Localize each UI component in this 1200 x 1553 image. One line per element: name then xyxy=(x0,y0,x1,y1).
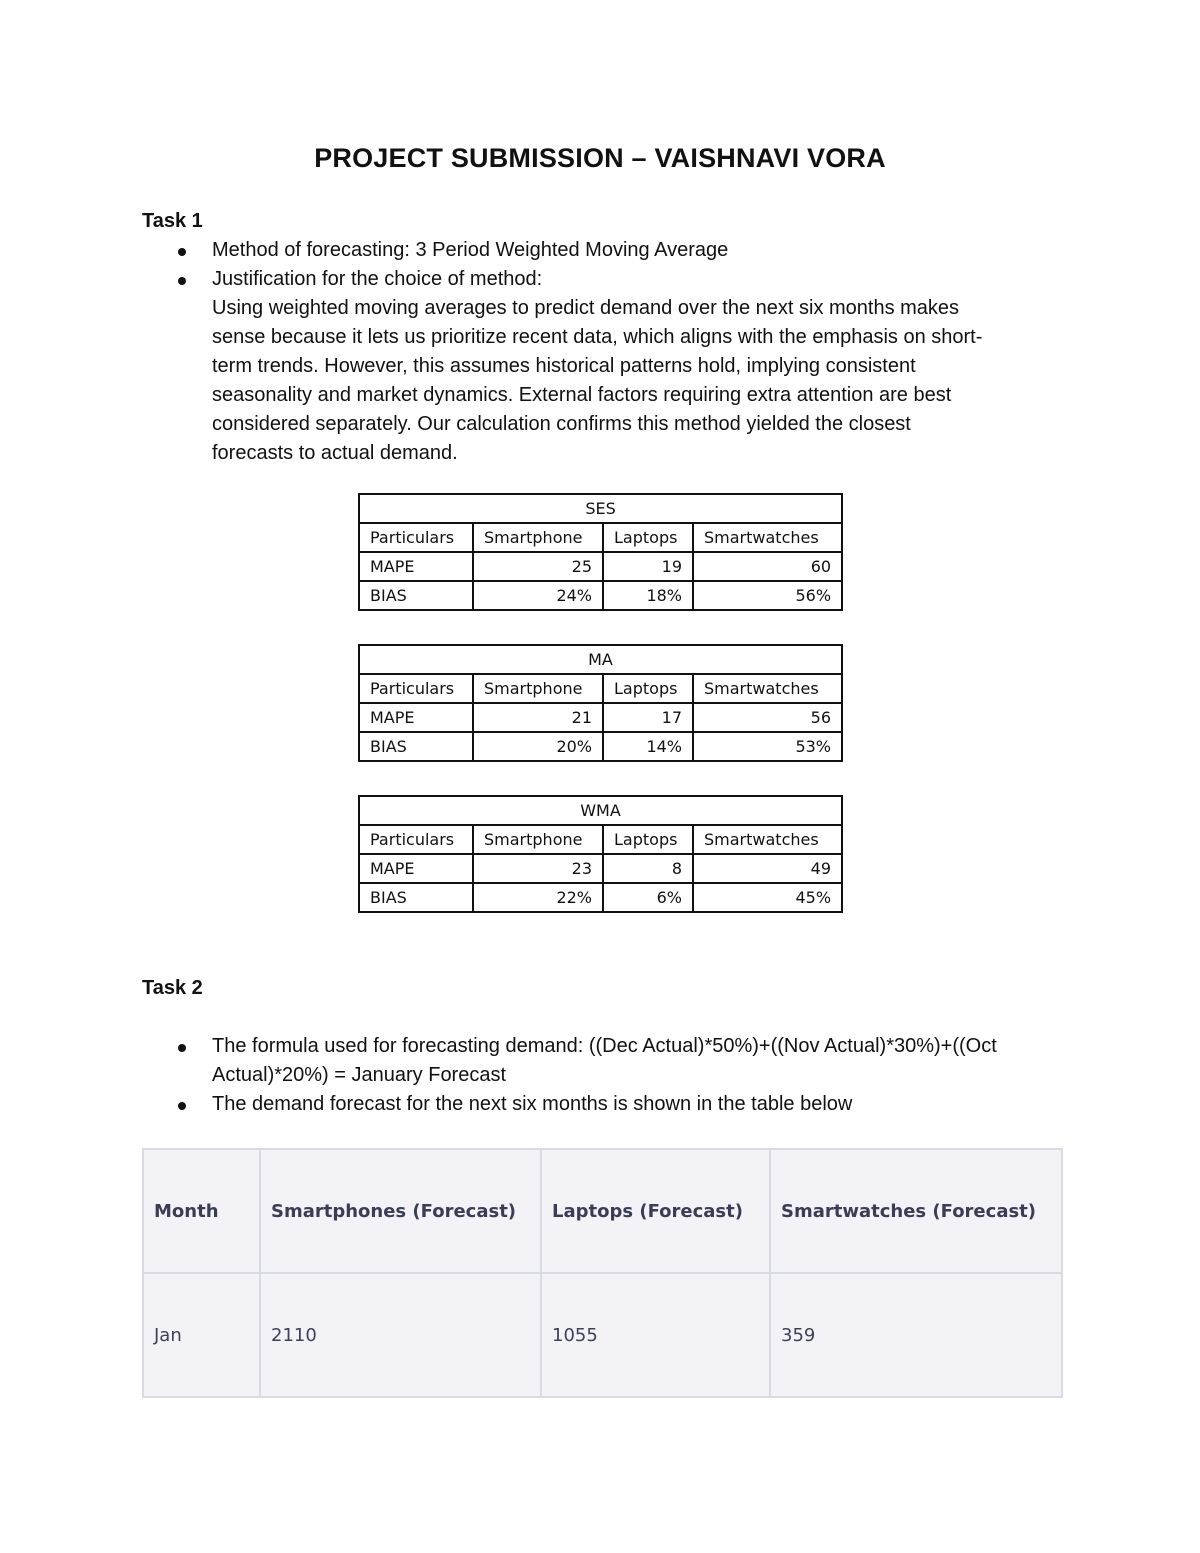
list-item xyxy=(142,1090,997,1119)
table-caption: WMA xyxy=(359,796,842,825)
table-row xyxy=(359,854,842,883)
forecast-table-intro: The demand forecast for the next six months is shown in the table below xyxy=(212,1093,853,1115)
table-row xyxy=(143,1273,1062,1397)
table-header: Smartwatches (Forecast) xyxy=(770,1149,1062,1273)
table-header: Laptops xyxy=(603,825,693,854)
table-cell: 53% xyxy=(693,732,842,761)
table-header: Smartphone xyxy=(473,674,603,703)
bullet-icon xyxy=(178,1044,186,1052)
table-header: Particulars xyxy=(359,523,473,552)
table-row xyxy=(359,703,842,732)
table-cell: 22% xyxy=(473,883,603,912)
justification-line: sense because it lets us prioritize recent data, which aligns with the emphasis on short- xyxy=(212,326,983,348)
table-header-row xyxy=(143,1149,1062,1273)
table-header: Smartwatches xyxy=(693,523,842,552)
page-title: PROJECT SUBMISSION – VAISHNAVI VORA xyxy=(314,143,886,173)
bullet-icon xyxy=(178,248,186,256)
table-header: Laptops xyxy=(603,674,693,703)
table-cell: 56 xyxy=(693,703,842,732)
table-header: Smartphone xyxy=(473,523,603,552)
table-row xyxy=(359,732,842,761)
wma-table xyxy=(358,795,843,913)
task2-heading: Task 2 xyxy=(142,977,203,999)
table-header: Smartphones (Forecast) xyxy=(260,1149,541,1273)
ma-table xyxy=(358,644,843,762)
table-header: Particulars xyxy=(359,825,473,854)
table-header: Laptops xyxy=(603,523,693,552)
table-cell: 2110 xyxy=(260,1273,541,1397)
table-cell: 56% xyxy=(693,581,842,610)
table-cell: 24% xyxy=(473,581,603,610)
bullet-icon xyxy=(178,277,186,285)
table-cell: 18% xyxy=(603,581,693,610)
table-header-row xyxy=(359,674,842,703)
table-cell: 25 xyxy=(473,552,603,581)
table-cell: 8 xyxy=(603,854,693,883)
table-cell: 1055 xyxy=(541,1273,770,1397)
list-item xyxy=(142,1032,997,1090)
table-cell: MAPE xyxy=(359,703,473,732)
justification-paragraph xyxy=(212,294,1052,468)
formula-line: The formula used for forecasting demand: ((Dec Actual)*50%)+((Nov Actual)*30%)+((Oct xyxy=(212,1035,997,1057)
formula-line: Actual)*20%) = January Forecast xyxy=(212,1064,507,1086)
table-cell: 6% xyxy=(603,883,693,912)
justification-line: term trends. However, this assumes historical patterns hold, implying consistent xyxy=(212,355,916,377)
justification-label: Justification for the choice of method: xyxy=(212,268,543,290)
task1-bullet-list xyxy=(142,236,1052,468)
table-row xyxy=(359,883,842,912)
justification-line: forecasts to actual demand. xyxy=(212,442,458,464)
table-caption: MA xyxy=(359,645,842,674)
bullet-icon xyxy=(178,1102,186,1110)
table-cell: Jan xyxy=(143,1273,260,1397)
table-cell: 60 xyxy=(693,552,842,581)
table-cell: 23 xyxy=(473,854,603,883)
table-row xyxy=(359,552,842,581)
table-header: Laptops (Forecast) xyxy=(541,1149,770,1273)
table-header: Smartwatches xyxy=(693,674,842,703)
table-row xyxy=(359,581,842,610)
forecast-method-text: Method of forecasting: 3 Period Weighted Moving Average xyxy=(212,239,729,261)
justification-line: considered separately. Our calculation confirms this method yielded the closest xyxy=(212,413,911,435)
table-cell: BIAS xyxy=(359,732,473,761)
table-cell: 14% xyxy=(603,732,693,761)
table-cell: 19 xyxy=(603,552,693,581)
table-cell: BIAS xyxy=(359,883,473,912)
ses-table xyxy=(358,493,843,611)
table-cell: 21 xyxy=(473,703,603,732)
table-header: Month xyxy=(143,1149,260,1273)
table-caption: SES xyxy=(359,494,842,523)
table-cell: MAPE xyxy=(359,854,473,883)
table-header: Smartphone xyxy=(473,825,603,854)
justification-line: seasonality and market dynamics. External factors requiring extra attention are best xyxy=(212,384,952,406)
task2-bullet-list xyxy=(142,1032,997,1119)
task1-heading: Task 1 xyxy=(142,210,203,232)
justification-line: Using weighted moving averages to predict demand over the next six months makes xyxy=(212,297,960,319)
table-header: Particulars xyxy=(359,674,473,703)
forecast-table xyxy=(142,1148,1063,1398)
table-cell: MAPE xyxy=(359,552,473,581)
table-cell: 17 xyxy=(603,703,693,732)
list-item xyxy=(142,265,1052,468)
table-header-row xyxy=(359,523,842,552)
table-cell: 20% xyxy=(473,732,603,761)
table-header-row xyxy=(359,825,842,854)
list-item xyxy=(142,236,1052,265)
table-cell: 359 xyxy=(770,1273,1062,1397)
table-header: Smartwatches xyxy=(693,825,842,854)
table-cell: 49 xyxy=(693,854,842,883)
table-cell: BIAS xyxy=(359,581,473,610)
table-cell: 45% xyxy=(693,883,842,912)
